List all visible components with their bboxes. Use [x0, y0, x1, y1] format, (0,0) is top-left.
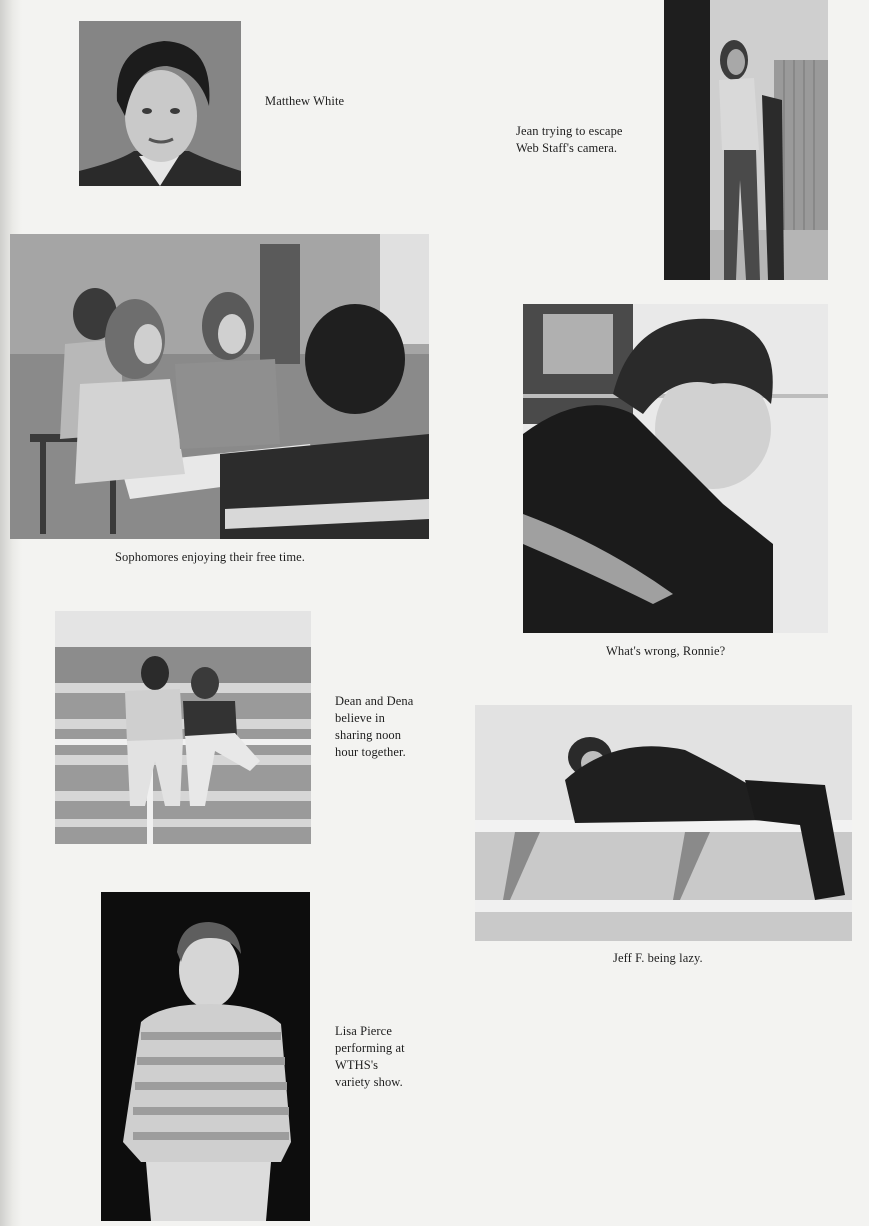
page-binding-shadow	[0, 0, 22, 1226]
photo-dean-and-dena	[55, 611, 311, 844]
photo-jean-hallway	[664, 0, 828, 280]
photo-jeff	[475, 705, 852, 941]
photo-ronnie	[523, 304, 828, 633]
caption-sophomores: Sophomores enjoying their free time.	[115, 550, 306, 564]
caption-jeff: Jeff F. being lazy.	[613, 951, 703, 965]
caption-dean-and-dena: Dean and Dena believe in sharing noon hour together.	[335, 694, 414, 759]
photo-matthew-white	[79, 21, 241, 186]
photo-sophomores	[10, 234, 429, 539]
photo-lisa-pierce	[101, 892, 310, 1221]
caption-matthew-white: Matthew White	[265, 94, 345, 108]
caption-ronnie: What's wrong, Ronnie?	[606, 644, 726, 658]
caption-lisa-pierce: Lisa Pierce performing at WTHS's variety show.	[335, 1024, 405, 1089]
caption-jean: Jean trying to escape Web Staff's camera.	[516, 124, 623, 155]
